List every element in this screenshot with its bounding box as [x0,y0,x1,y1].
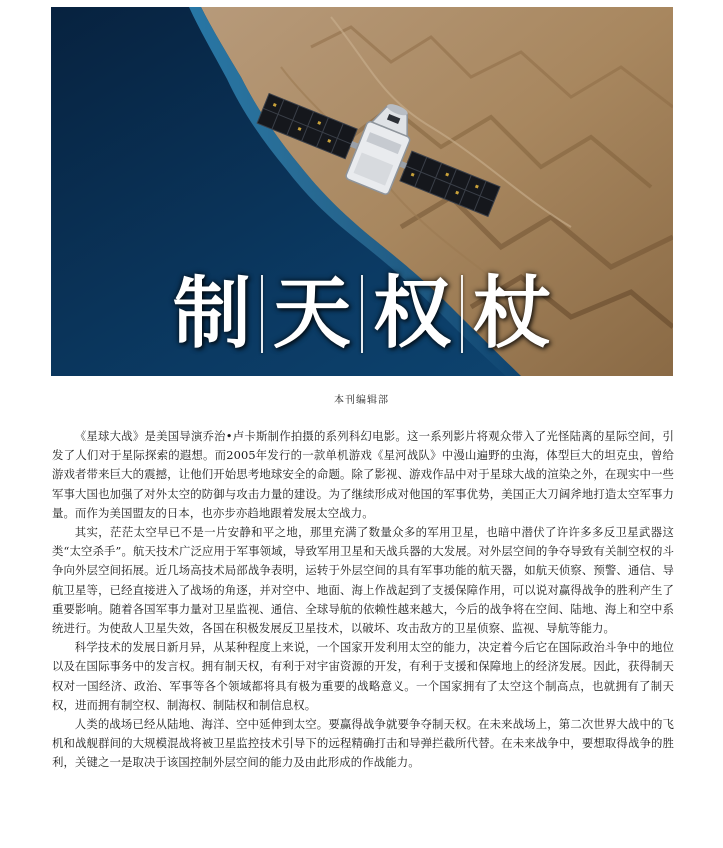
byline: 本刊编辑部 [334,395,389,406]
paragraph: 其实，茫茫太空早已不是一片安静和平之地，那里充满了数量众多的军用卫星，也暗中潜伏了许许多多反卫星武器这类“太空杀手”。航天技术广泛应用于军事领域，导致军用卫星和天战兵器的大发展。对外层空间的争夺导致有关制空权的斗争向外层空间拓展。近几场高技术局部战争表明，运转于外层空间的具有军事功能的航天器，如航天侦察、预警、通信、导航卫星等，已经直接进入了战场的角逐，并对空中、地面、海上作战起到了支援保障作用，可以说对赢得战争的胜利产生了重要影响。随着各国军事力量对卫星监视、通信、全球导航的依赖性越来越大，今后的战争将在空间、陆地、海上和空中系统进行。为使敌人卫星失效，各国在积极发展反卫星技术，以破坏、攻击敌方的卫星侦察、监视、导航等能力。 [52,525,674,636]
title-char: 天 [272,269,351,359]
title-char: 制 [172,269,251,359]
title-divider [461,275,463,353]
title-divider [261,275,263,353]
title-char: 杖 [473,269,552,359]
paragraph: 《星球大战》是美国导演乔治•卢卡斯制作拍摄的系列科幻电影。这一系列影片将观众带入了光怪陆离的星际空间，引发了人们对于星际探索的遐想。而2005年发行的一款单机游戏《星河战队》中漫山遍野的虫海，体型巨大的坦克虫，曾给游戏者带来巨大的震撼，让他们开始思考地球安全的命题。除了影视、游戏作品中对于星球大战的渲染之外，在现实中一些军事大国也加强了对外太空的防御与攻击力量的建设。为了继续形成对他国的军事优势，美国正大刀阔斧地打造太空军事力量。而作为美国盟友的日本，也亦步亦趋地跟着发展太空战力。 [52,429,674,520]
article-body [52,427,674,773]
page-title [51,269,673,359]
hero-image [51,7,673,376]
title-divider [361,275,363,353]
title-char: 权 [373,269,452,359]
paragraph: 人类的战场已经从陆地、海洋、空中延伸到太空。要赢得战争就要争夺制天权。在未来战场上，第二次世界大战中的飞机和战舰群间的大规模混战将被卫星监控技术引导下的远程精确打击和导弹拦截所代替。在未来战争中，要想取得战争的胜利，关键之一是取决于该国控制外层空间的能力及由此形成的作战能力。 [52,717,674,770]
paragraph: 科学技术的发展日新月异，从某种程度上来说，一个国家开发利用太空的能力，决定着今后它在国际政治斗争中的地位以及在国际事务中的发言权。拥有制天权，有利于对宇宙资源的开发，有利于支援和保障地上的经济发展。因此，获得制天权对一国经济、政治、军事等各个领域都将具有极为重要的战略意义。一个国家拥有了太空这个制高点，也就拥有了制天权，进而拥有制空权、制海权、制陆权和制信息权。 [52,640,674,712]
